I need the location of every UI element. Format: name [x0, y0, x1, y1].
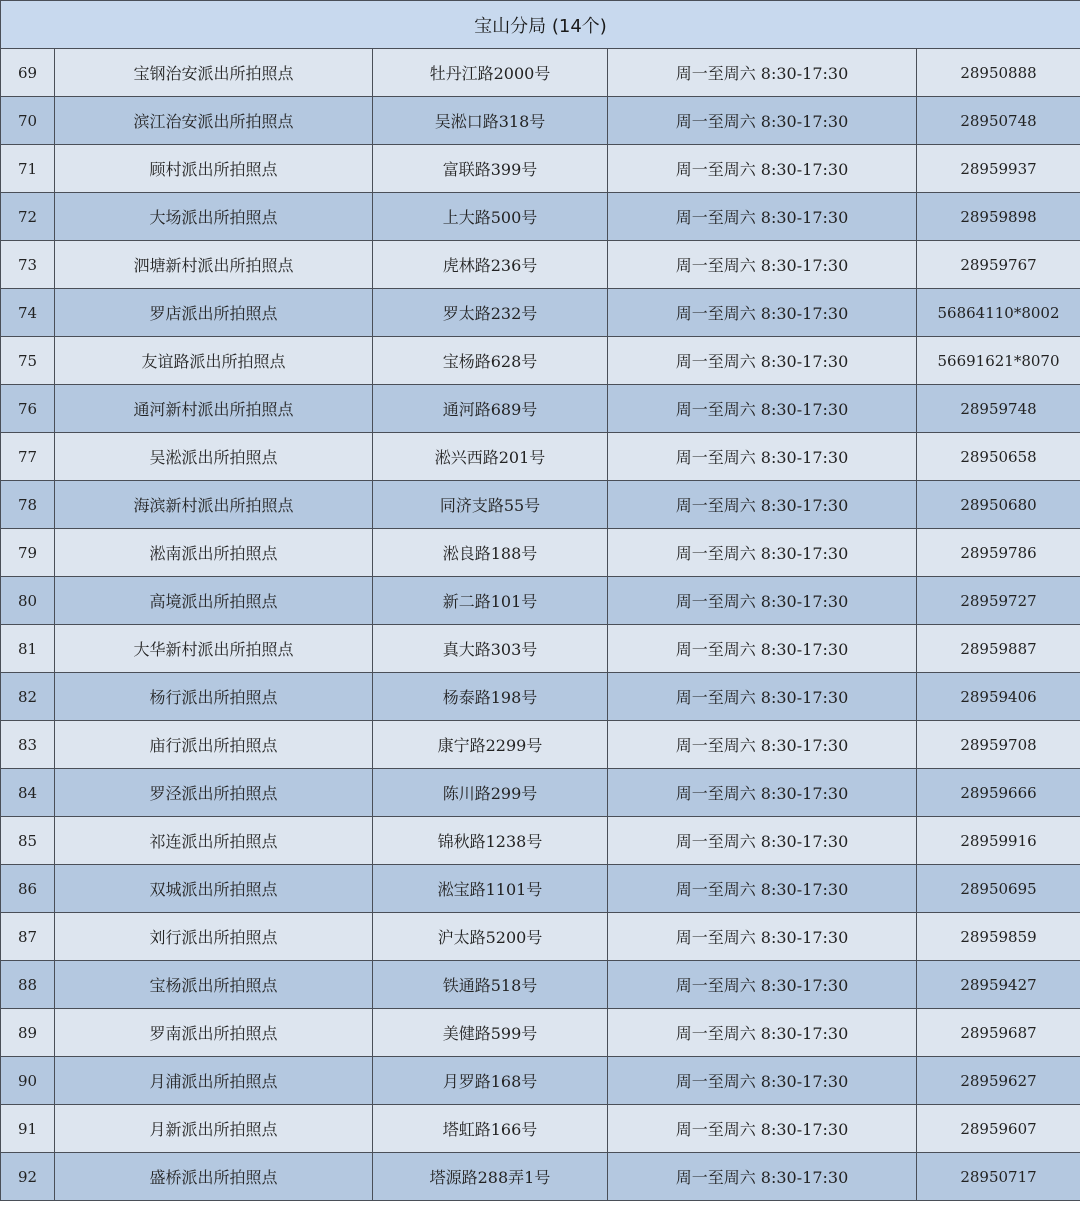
station-name: 滨江治安派出所拍照点	[55, 97, 373, 145]
table-row	[1, 1153, 1080, 1201]
opening-hours: 周一至周六 8:30-17:30	[608, 481, 917, 529]
phone-number: 28950717	[917, 1153, 1080, 1201]
station-address: 真大路303号	[373, 625, 608, 673]
table-body	[1, 49, 1080, 1201]
table-row	[1, 1105, 1080, 1153]
phone-number: 28959748	[917, 385, 1080, 433]
phone-number: 28959916	[917, 817, 1080, 865]
table-row	[1, 625, 1080, 673]
station-name: 双城派出所拍照点	[55, 865, 373, 913]
table-row	[1, 145, 1080, 193]
station-name: 祁连派出所拍照点	[55, 817, 373, 865]
phone-number: 28950680	[917, 481, 1080, 529]
table-row	[1, 193, 1080, 241]
station-name: 杨行派出所拍照点	[55, 673, 373, 721]
phone-number: 28950658	[917, 433, 1080, 481]
station-address: 康宁路2299号	[373, 721, 608, 769]
station-name: 刘行派出所拍照点	[55, 913, 373, 961]
row-number: 86	[1, 865, 55, 913]
row-number: 82	[1, 673, 55, 721]
phone-number: 28959786	[917, 529, 1080, 577]
phone-number: 28959607	[917, 1105, 1080, 1153]
station-address: 铁通路518号	[373, 961, 608, 1009]
row-number: 89	[1, 1009, 55, 1057]
table-row	[1, 865, 1080, 913]
opening-hours: 周一至周六 8:30-17:30	[608, 529, 917, 577]
station-address: 吴淞口路318号	[373, 97, 608, 145]
station-name: 罗店派出所拍照点	[55, 289, 373, 337]
row-number: 71	[1, 145, 55, 193]
station-address: 杨泰路198号	[373, 673, 608, 721]
station-name: 宝杨派出所拍照点	[55, 961, 373, 1009]
station-name: 月新派出所拍照点	[55, 1105, 373, 1153]
table-row	[1, 241, 1080, 289]
phone-number: 28959887	[917, 625, 1080, 673]
table-row	[1, 289, 1080, 337]
station-address: 沪太路5200号	[373, 913, 608, 961]
row-number: 79	[1, 529, 55, 577]
table-row	[1, 913, 1080, 961]
opening-hours: 周一至周六 8:30-17:30	[608, 97, 917, 145]
phone-number: 28959937	[917, 145, 1080, 193]
opening-hours: 周一至周六 8:30-17:30	[608, 385, 917, 433]
row-number: 91	[1, 1105, 55, 1153]
phone-number: 28959767	[917, 241, 1080, 289]
opening-hours: 周一至周六 8:30-17:30	[608, 1009, 917, 1057]
station-address: 淞兴西路201号	[373, 433, 608, 481]
station-address: 罗太路232号	[373, 289, 608, 337]
table-row	[1, 529, 1080, 577]
table-row	[1, 769, 1080, 817]
phone-number: 28959727	[917, 577, 1080, 625]
station-address: 同济支路55号	[373, 481, 608, 529]
phone-number: 28959708	[917, 721, 1080, 769]
station-name: 月浦派出所拍照点	[55, 1057, 373, 1105]
station-address: 美健路599号	[373, 1009, 608, 1057]
phone-number: 56864110*8002	[917, 289, 1080, 337]
station-name: 顾村派出所拍照点	[55, 145, 373, 193]
row-number: 69	[1, 49, 55, 97]
row-number: 90	[1, 1057, 55, 1105]
table-row	[1, 481, 1080, 529]
station-name: 高境派出所拍照点	[55, 577, 373, 625]
row-number: 78	[1, 481, 55, 529]
table-row	[1, 433, 1080, 481]
opening-hours: 周一至周六 8:30-17:30	[608, 721, 917, 769]
station-address: 牡丹江路2000号	[373, 49, 608, 97]
station-address: 虎林路236号	[373, 241, 608, 289]
station-name: 罗泾派出所拍照点	[55, 769, 373, 817]
table-row	[1, 961, 1080, 1009]
station-name: 通河新村派出所拍照点	[55, 385, 373, 433]
opening-hours: 周一至周六 8:30-17:30	[608, 289, 917, 337]
phone-number: 28950888	[917, 49, 1080, 97]
station-address: 塔源路288弄1号	[373, 1153, 608, 1201]
row-number: 83	[1, 721, 55, 769]
phone-number: 28950748	[917, 97, 1080, 145]
station-name: 泗塘新村派出所拍照点	[55, 241, 373, 289]
row-number: 72	[1, 193, 55, 241]
opening-hours: 周一至周六 8:30-17:30	[608, 337, 917, 385]
phone-number: 28959406	[917, 673, 1080, 721]
row-number: 87	[1, 913, 55, 961]
station-name: 淞南派出所拍照点	[55, 529, 373, 577]
station-name: 大华新村派出所拍照点	[55, 625, 373, 673]
table-row	[1, 97, 1080, 145]
row-number: 81	[1, 625, 55, 673]
opening-hours: 周一至周六 8:30-17:30	[608, 673, 917, 721]
row-number: 73	[1, 241, 55, 289]
opening-hours: 周一至周六 8:30-17:30	[608, 241, 917, 289]
table-row	[1, 673, 1080, 721]
opening-hours: 周一至周六 8:30-17:30	[608, 817, 917, 865]
opening-hours: 周一至周六 8:30-17:30	[608, 625, 917, 673]
station-name: 海滨新村派出所拍照点	[55, 481, 373, 529]
phone-number: 28959627	[917, 1057, 1080, 1105]
table-row	[1, 1009, 1080, 1057]
phone-number: 28959859	[917, 913, 1080, 961]
station-address: 月罗路168号	[373, 1057, 608, 1105]
opening-hours: 周一至周六 8:30-17:30	[608, 769, 917, 817]
table-row	[1, 817, 1080, 865]
station-name: 庙行派出所拍照点	[55, 721, 373, 769]
row-number: 85	[1, 817, 55, 865]
station-address: 淞良路188号	[373, 529, 608, 577]
table-row	[1, 385, 1080, 433]
row-number: 70	[1, 97, 55, 145]
opening-hours: 周一至周六 8:30-17:30	[608, 865, 917, 913]
row-number: 84	[1, 769, 55, 817]
phone-number: 56691621*8070	[917, 337, 1080, 385]
opening-hours: 周一至周六 8:30-17:30	[608, 145, 917, 193]
phone-number: 28959427	[917, 961, 1080, 1009]
table-row	[1, 49, 1080, 97]
station-address: 上大路500号	[373, 193, 608, 241]
table-title: 宝山分局 (14个)	[1, 1, 1080, 49]
opening-hours: 周一至周六 8:30-17:30	[608, 1153, 917, 1201]
station-address: 锦秋路1238号	[373, 817, 608, 865]
table-row	[1, 721, 1080, 769]
row-number: 75	[1, 337, 55, 385]
station-name: 大场派出所拍照点	[55, 193, 373, 241]
opening-hours: 周一至周六 8:30-17:30	[608, 49, 917, 97]
station-name: 罗南派出所拍照点	[55, 1009, 373, 1057]
row-number: 77	[1, 433, 55, 481]
opening-hours: 周一至周六 8:30-17:30	[608, 913, 917, 961]
table-header-row	[1, 1, 1080, 49]
opening-hours: 周一至周六 8:30-17:30	[608, 193, 917, 241]
row-number: 80	[1, 577, 55, 625]
row-number: 76	[1, 385, 55, 433]
station-name: 友谊路派出所拍照点	[55, 337, 373, 385]
row-number: 88	[1, 961, 55, 1009]
station-address: 塔虹路166号	[373, 1105, 608, 1153]
opening-hours: 周一至周六 8:30-17:30	[608, 1057, 917, 1105]
station-name: 盛桥派出所拍照点	[55, 1153, 373, 1201]
opening-hours: 周一至周六 8:30-17:30	[608, 433, 917, 481]
row-number: 74	[1, 289, 55, 337]
station-name: 吴淞派出所拍照点	[55, 433, 373, 481]
table-row	[1, 337, 1080, 385]
opening-hours: 周一至周六 8:30-17:30	[608, 1105, 917, 1153]
station-name: 宝钢治安派出所拍照点	[55, 49, 373, 97]
station-address: 通河路689号	[373, 385, 608, 433]
row-number: 92	[1, 1153, 55, 1201]
phone-number: 28950695	[917, 865, 1080, 913]
table-row	[1, 1057, 1080, 1105]
station-address: 富联路399号	[373, 145, 608, 193]
station-address: 淞宝路1101号	[373, 865, 608, 913]
phone-number: 28959687	[917, 1009, 1080, 1057]
phone-number: 28959898	[917, 193, 1080, 241]
opening-hours: 周一至周六 8:30-17:30	[608, 961, 917, 1009]
opening-hours: 周一至周六 8:30-17:30	[608, 577, 917, 625]
station-address: 陈川路299号	[373, 769, 608, 817]
table-row	[1, 577, 1080, 625]
phone-number: 28959666	[917, 769, 1080, 817]
station-address: 新二路101号	[373, 577, 608, 625]
station-address: 宝杨路628号	[373, 337, 608, 385]
